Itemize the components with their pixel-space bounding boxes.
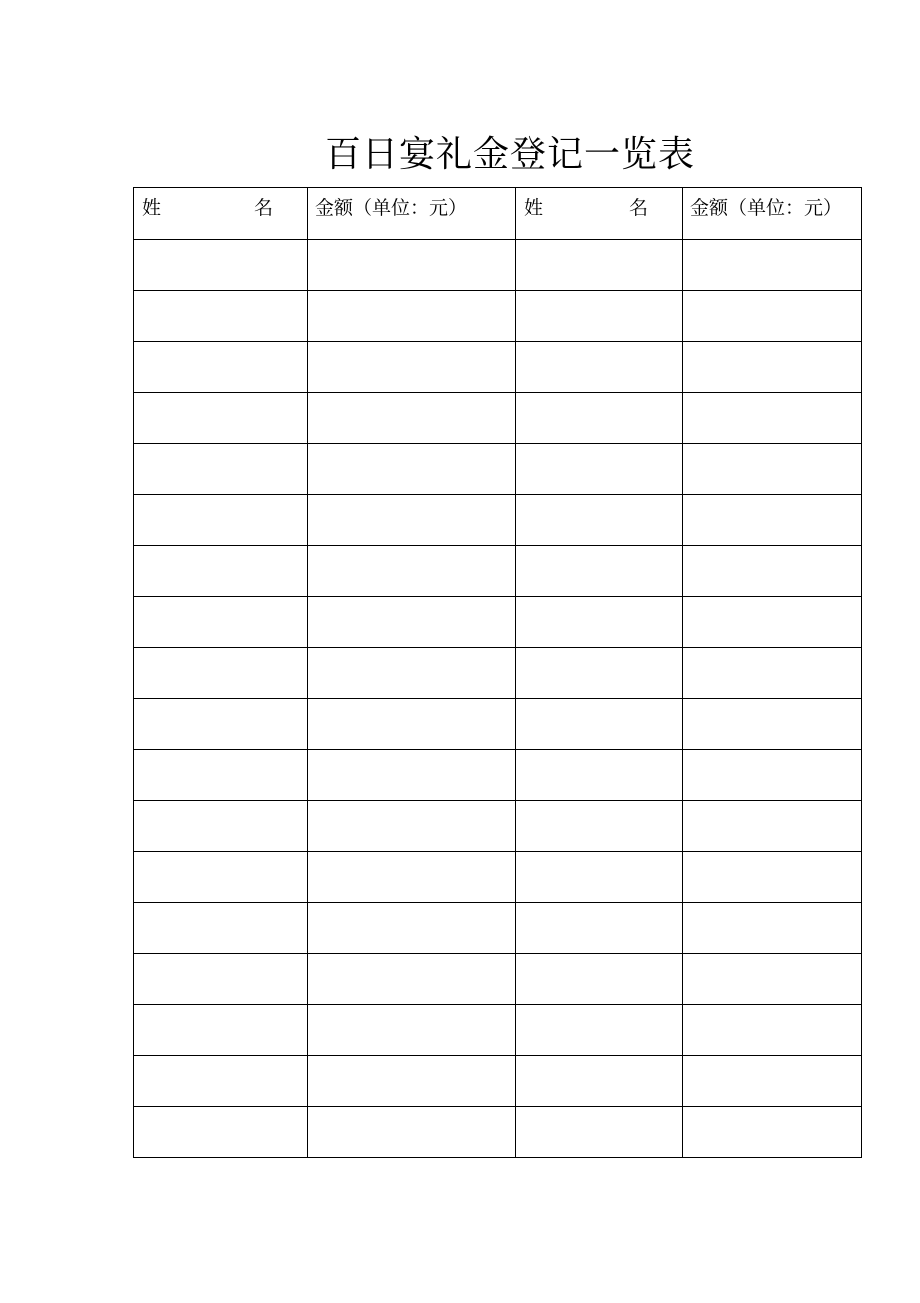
- name-cell-right: [516, 291, 683, 342]
- amount-cell-left: [308, 597, 516, 648]
- name-cell-right: [516, 750, 683, 801]
- name-cell-right: [516, 546, 683, 597]
- name-cell-left: [134, 801, 308, 852]
- name-cell-right: [516, 342, 683, 393]
- name-cell-right: [516, 393, 683, 444]
- table-header-row: [134, 188, 862, 240]
- amount-cell-left: [308, 852, 516, 903]
- amount-cell-left: [308, 903, 516, 954]
- name-cell-left: [134, 393, 308, 444]
- amount-cell-right: [683, 852, 862, 903]
- name-cell-right: [516, 444, 683, 495]
- amount-cell-left: [308, 495, 516, 546]
- amount-cell-left: [308, 240, 516, 291]
- table-row: [134, 699, 862, 750]
- name-cell-left: [134, 342, 308, 393]
- table-row: [134, 648, 862, 699]
- name-cell-left: [134, 597, 308, 648]
- name-header-surname-char: 姓: [524, 197, 544, 219]
- amount-cell-right: [683, 648, 862, 699]
- gift-money-register-table: [133, 187, 862, 1158]
- name-cell-right: [516, 699, 683, 750]
- name-cell-left: [134, 1056, 308, 1107]
- name-cell-right: [516, 954, 683, 1005]
- amount-cell-left: [308, 444, 516, 495]
- amount-cell-right: [683, 291, 862, 342]
- amount-cell-left: [308, 393, 516, 444]
- table-row: [134, 393, 862, 444]
- name-cell-right: [516, 648, 683, 699]
- name-cell-right: [516, 240, 683, 291]
- amount-cell-left: [308, 291, 516, 342]
- amount-cell-right: [683, 750, 862, 801]
- name-cell-left: [134, 546, 308, 597]
- amount-cell-right: [683, 954, 862, 1005]
- table-row: [134, 801, 862, 852]
- amount-cell-right: [683, 240, 862, 291]
- table-row: [134, 495, 862, 546]
- amount-cell-left: [308, 546, 516, 597]
- amount-cell-right: [683, 1056, 862, 1107]
- amount-cell-left: [308, 342, 516, 393]
- name-cell-left: [134, 903, 308, 954]
- amount-cell-right: [683, 597, 862, 648]
- name-cell-left: [134, 699, 308, 750]
- name-cell-right: [516, 495, 683, 546]
- name-header-right: [516, 188, 683, 240]
- table-row: [134, 903, 862, 954]
- amount-cell-right: [683, 801, 862, 852]
- amount-cell-left: [308, 1107, 516, 1158]
- name-cell-left: [134, 1107, 308, 1158]
- name-header-given-char: 名: [628, 197, 648, 219]
- amount-cell-right: [683, 444, 862, 495]
- name-cell-left: [134, 444, 308, 495]
- name-header-left: [134, 188, 308, 240]
- amount-cell-right: [683, 1107, 862, 1158]
- name-cell-left: [134, 291, 308, 342]
- name-header-surname-char: 姓: [142, 197, 162, 219]
- name-cell-right: [516, 1107, 683, 1158]
- name-cell-left: [134, 495, 308, 546]
- page-title: 百日宴礼金登记一览表: [324, 134, 695, 175]
- name-cell-right: [516, 903, 683, 954]
- amount-cell-left: [308, 1005, 516, 1056]
- amount-cell-right: [683, 342, 862, 393]
- table-row: [134, 240, 862, 291]
- name-cell-left: [134, 1005, 308, 1056]
- amount-header-label: 金额（单位：元）: [690, 197, 843, 219]
- amount-cell-left: [308, 648, 516, 699]
- amount-cell-right: [683, 699, 862, 750]
- name-cell-right: [516, 1056, 683, 1107]
- amount-header-left: [308, 188, 516, 240]
- table-row: [134, 444, 862, 495]
- table-row: [134, 1107, 862, 1158]
- name-cell-right: [516, 801, 683, 852]
- name-cell-right: [516, 1005, 683, 1056]
- name-cell-left: [134, 852, 308, 903]
- table-row: [134, 546, 862, 597]
- amount-cell-right: [683, 495, 862, 546]
- amount-cell-left: [308, 750, 516, 801]
- table-row: [134, 291, 862, 342]
- table-row: [134, 1005, 862, 1056]
- amount-cell-right: [683, 1005, 862, 1056]
- amount-cell-right: [683, 393, 862, 444]
- amount-cell-left: [308, 1056, 516, 1107]
- table-row: [134, 852, 862, 903]
- amount-cell-right: [683, 903, 862, 954]
- table-row: [134, 1056, 862, 1107]
- name-cell-left: [134, 648, 308, 699]
- amount-cell-left: [308, 954, 516, 1005]
- table-row: [134, 597, 862, 648]
- table-row: [134, 954, 862, 1005]
- name-cell-right: [516, 597, 683, 648]
- amount-header-label: 金额（单位：元）: [315, 197, 468, 219]
- amount-header-right: [683, 188, 862, 240]
- amount-cell-right: [683, 546, 862, 597]
- register-body: [134, 240, 862, 1158]
- name-header-given-char: 名: [253, 197, 273, 219]
- table-row: [134, 342, 862, 393]
- name-cell-right: [516, 852, 683, 903]
- amount-cell-left: [308, 699, 516, 750]
- amount-cell-left: [308, 801, 516, 852]
- name-cell-left: [134, 954, 308, 1005]
- name-cell-left: [134, 750, 308, 801]
- name-cell-left: [134, 240, 308, 291]
- table-row: [134, 750, 862, 801]
